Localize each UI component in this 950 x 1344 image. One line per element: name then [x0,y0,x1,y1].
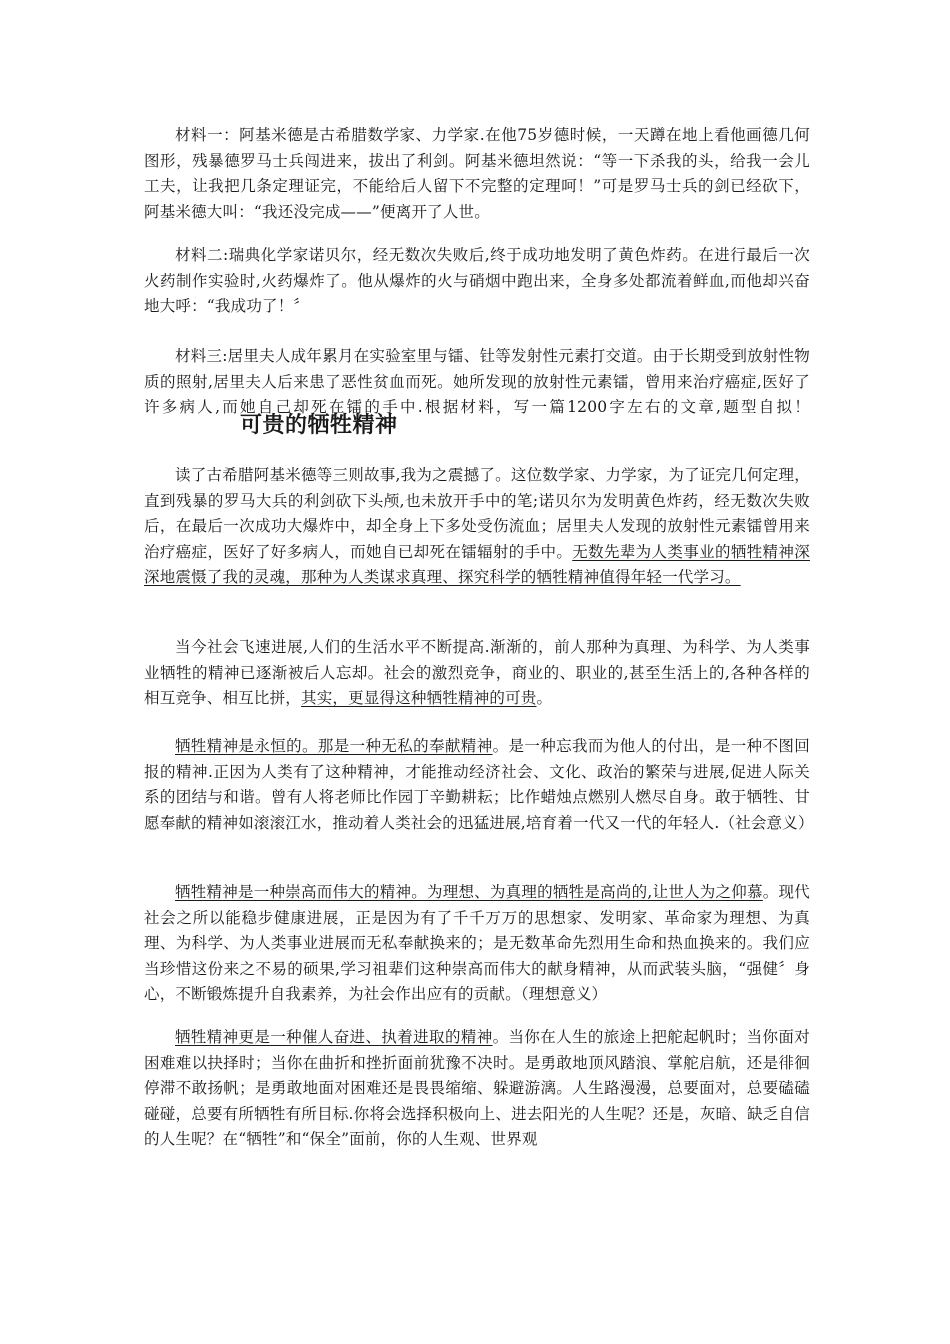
essay-p1-text: 读了古希腊阿基米德等三则故事,我为之震撼了。这位数学家、力学家，为了证完几何定理，直到残暴的罗马大兵的利剑砍下头颅,也未放开手中的笔;诺贝尔为发明黄色炸药，经无数次失败后，在最后一次成功大爆炸中，却全身上下多处受伤流血；居里夫人发现的放射性元素镭曾用来治疗癌症，医好了好多病人，而她自已却死在镭辐射的手中。 [144,466,810,561]
essay-p5-text: 。当你在人生的旅途上把舵起帆时；当你面对困难难以抉择时；当你在曲折和挫折面前犹豫不决时。是勇敢地顶风踏浪、掌舵启航，还是徘徊停滞不敢扬帆；是勇敢地面对困难还是畏畏缩缩、躲避游漓。人生路漫漫，总要面对，总要磕磕碰碰，总要有所牺牲有所目标.你将会选择积极向上、进去阳光的人生呢？还是，灰暗、缺乏自信的人生呢？在“牺牲”和“保全”面前，你的人生观、世界观 [144,1028,810,1149]
essay-paragraph-1 [144,463,810,591]
material-three-text: 材料三:居里夫人成年累月在实验室里与镭、钍等发射性元素打交道。由于长期受到放射性物质的照射,居里夫人后来患了恶性贫血而死。她所发现的放射性元素镭，曾用来治疗癌症,医好了许多病人,而她自己却死在镭的手中.根据材料，写一篇1200字左右的文章,题型自拟！ [144,347,810,417]
essay-p5-underlined: 牺牲精神更是一种催人奋进、执着进取的精神 [175,1028,493,1046]
essay-paragraph-5 [144,1025,810,1153]
material-one-paragraph [144,123,810,225]
essay-p4-underlined: 牺牲精神是一种崇高而伟大的精神。为理想、为真理的牺牲是高尚的,让世人为之仰慕 [175,883,763,901]
essay-p2-text: 当今社会飞速进展,人们的生活水平不断提高.渐渐的，前人那种为真理、为科学、为人类事业牺牲的精神已逐渐被后人忘却。社会的激烈竞争，商业的、职业的,甚至生活上的,各种各样的相互竞争、相互比拼， [144,638,810,708]
essay-paragraph-3 [144,734,814,836]
material-three-paragraph [144,344,810,448]
essay-p2-end: 。 [536,689,553,708]
material-one-text: 材料一：阿基米德是古希腊数学家、力学家.在他75岁德时候，一天蹲在地上看他画德几何图形，残暴德罗马士兵闯进来，拔出了利剑。阿基米德坦然说：“等一下杀我的头，给我一会儿工夫，让我把几条定理证完，不能给后人留下不完整的定理呵！”可是罗马士兵的剑已经砍下，阿基米德大叫：“我还没完成——”便离开了人世。 [144,126,810,221]
essay-p4-text: 。现代社会之所以能稳步健康进展，正是因为有了千千万万的思想家、发明家、革命家为理想、为真理、为科学、为人类事业进展而无私奉献换来的；是无数革命先烈用生命和热血换来的。我们应当珍惜这份来之不易的硕果,学习祖辈们这种崇高而伟大的献身精神，从而武装头脑，“强健〞身心，不断锻炼提升自我素养，为社会作出应有的贡献。（理想意义） [144,883,810,1004]
essay-paragraph-4 [144,880,810,1008]
essay-p2-underlined: 其实，更显得这种牺牲精神的可贵 [301,689,537,708]
essay-p3-underlined: 牺牲精神是永恒的。那是一种无私的奉献精神 [175,737,493,755]
essay-p1-underlined: 无数先辈为人类事业的牺牲精神深深地震慑了我的灵魂，那种为人类谋求真理、探究科学的牺牲精神值得年轻一代学习。 [144,542,810,587]
essay-title: 可贵的牺牲精神 [240,412,398,438]
material-two-paragraph [144,243,810,320]
essay-paragraph-2 [144,635,810,712]
essay-p3-text: 。是一种忘我而为他人的付出，是一种不图回报的精神.正因为人类有了这种精神，才能推动经济社会、文化、政治的繁荣与进展,促进人际关系的团结与和谐。曾有人将老师比作园丁辛勤耕耘；比作蜡烛点燃别人燃尽自身。敢于牺牲、甘愿奉献的精神如滚滚江水，推动着人类社会的迅猛进展,培育着一代又一代的年轻人.（社会意义） [144,737,814,832]
material-two-text: 材料二:瑞典化学家诺贝尔，经无数次失败后,终于成功地发明了黄色炸药。在进行最后一次火药制作实验时,火药爆炸了。他从爆炸的火与硝烟中跑出来，全身多处都流着鲜血,而他却兴奋地大呼：“我成功了！〞 [144,246,810,316]
